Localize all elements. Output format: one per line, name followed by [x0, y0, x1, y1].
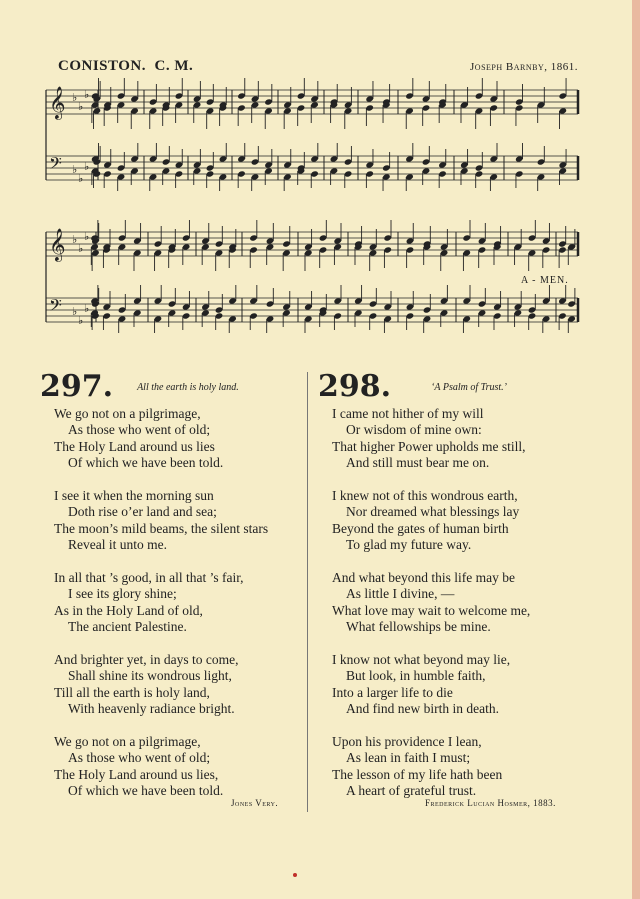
svg-text:♭: ♭ [72, 233, 78, 246]
verse-line: Beyond the gates of human birth [332, 520, 509, 536]
ink-mark [293, 873, 297, 877]
verse [332, 652, 588, 718]
verse-line: To glad my future way. [346, 537, 472, 553]
tune-title: CONISTON. C. M. [58, 58, 194, 74]
verse-line: Of which we have been told. [68, 783, 224, 799]
hymn-number: 298. [318, 369, 392, 404]
verse [332, 406, 588, 472]
verse-line: And still must bear me on. [346, 455, 490, 471]
verse-line: We go not on a pilgrimage, [54, 406, 201, 421]
verse [54, 570, 310, 636]
svg-text:𝄞: 𝄞 [49, 86, 66, 119]
verse-line: The ancient Palestine. [68, 619, 187, 635]
column-divider [307, 372, 308, 812]
verse-line: We go not on a pilgrimage, [54, 734, 201, 750]
verse-line: And what beyond this life may be [332, 570, 515, 586]
verse [54, 406, 310, 472]
amen-lyric: A - MEN. [521, 275, 569, 286]
verse-line: The moon’s mild beams, the silent stars [54, 520, 269, 536]
verse [54, 734, 310, 800]
hymn-number: 297. [40, 369, 114, 404]
verse-line: And brighter yet, in days to come, [54, 652, 239, 668]
verse-line: What love may wait to welcome me, [332, 602, 531, 618]
svg-text:♭: ♭ [84, 230, 90, 243]
verse-line: Doth rise o’er land and sea; [68, 504, 217, 520]
verse-line: I see its glory shine; [68, 586, 177, 602]
svg-text:♭: ♭ [72, 163, 78, 176]
verse-line: What fellowships be mine. [346, 619, 491, 635]
svg-text:♭: ♭ [78, 100, 84, 113]
verse-line: And find new birth in death. [346, 701, 499, 717]
verse [54, 652, 310, 718]
hymn-verses [40, 406, 310, 800]
tune-composer: Joseph Barnby, 1861. [470, 61, 578, 73]
hymn-subtitle: ‘A Psalm of Trust.’ [431, 382, 508, 393]
verse [332, 488, 588, 554]
verse-line: The lesson of my life hath been [332, 766, 503, 782]
verse-line: As in the Holy Land of old, [54, 602, 203, 618]
verse-line: As little I divine, — [346, 586, 455, 602]
verse-line: As those who went of old; [68, 750, 211, 766]
verse-line: I knew not of this wondrous earth, [332, 488, 518, 504]
hymn-verses [318, 406, 588, 800]
svg-text:♭: ♭ [72, 91, 78, 104]
verse-line: I know not what beyond may lie, [332, 652, 511, 668]
svg-text:♭: ♭ [84, 302, 90, 315]
verse-line: Reveal it unto me. [68, 537, 167, 553]
svg-text:♭: ♭ [84, 160, 90, 173]
verse-line: That higher Power upholds me still, [332, 438, 526, 454]
hymn-author: Jones Very. [231, 798, 279, 808]
verse-line: In all that ’s good, in all that ’s fair, [54, 570, 244, 586]
verse-line: As lean in faith I must; [346, 750, 471, 766]
verse-line: Shall shine its wondrous light, [68, 668, 232, 684]
svg-text:♭: ♭ [84, 88, 90, 101]
verse-line: Or wisdom of mine own: [346, 422, 482, 438]
verse-line: Nor dreamed what blessings lay [346, 504, 520, 520]
verse-line: A heart of grateful trust. [346, 783, 477, 799]
page-edge [632, 0, 640, 899]
verse-line: As those who went of old; [68, 422, 211, 438]
verse-line: I see it when the morning sun [54, 488, 214, 504]
hymn-author: Frederick Lucian Hosmer, 1883. [425, 798, 556, 808]
verse-line: I came not hither of my will [332, 406, 484, 421]
svg-text:♭: ♭ [78, 242, 84, 255]
verse-line: Upon his providence I lean, [332, 734, 482, 750]
svg-text:𝄢: 𝄢 [49, 295, 62, 319]
svg-text:𝄢: 𝄢 [49, 153, 62, 177]
verse-line: With heavenly radiance bright. [68, 701, 235, 717]
system-2 [46, 220, 578, 333]
verse [332, 734, 588, 800]
verse-line: The Holy Land around us lies [54, 438, 215, 454]
music-score [36, 78, 596, 353]
svg-text:♭: ♭ [78, 314, 84, 327]
svg-text:𝄞: 𝄞 [49, 228, 66, 261]
svg-text:♭: ♭ [78, 172, 84, 185]
svg-text:♭: ♭ [72, 305, 78, 318]
verse [54, 488, 310, 554]
hymn-subtitle: All the earth is holy land. [137, 382, 239, 393]
verse-line: The Holy Land around us lies, [54, 766, 219, 782]
verse [332, 570, 588, 636]
hymn-298 [318, 369, 588, 816]
verse-line: Till all the earth is holy land, [54, 684, 210, 700]
hymn-297 [40, 369, 310, 816]
verse-line: Into a larger life to die [332, 684, 453, 700]
system-1 [46, 78, 578, 191]
verse-line: But look, in humble faith, [346, 668, 486, 684]
tune-header [58, 58, 578, 78]
verse-line: Of which we have been told. [68, 455, 224, 471]
